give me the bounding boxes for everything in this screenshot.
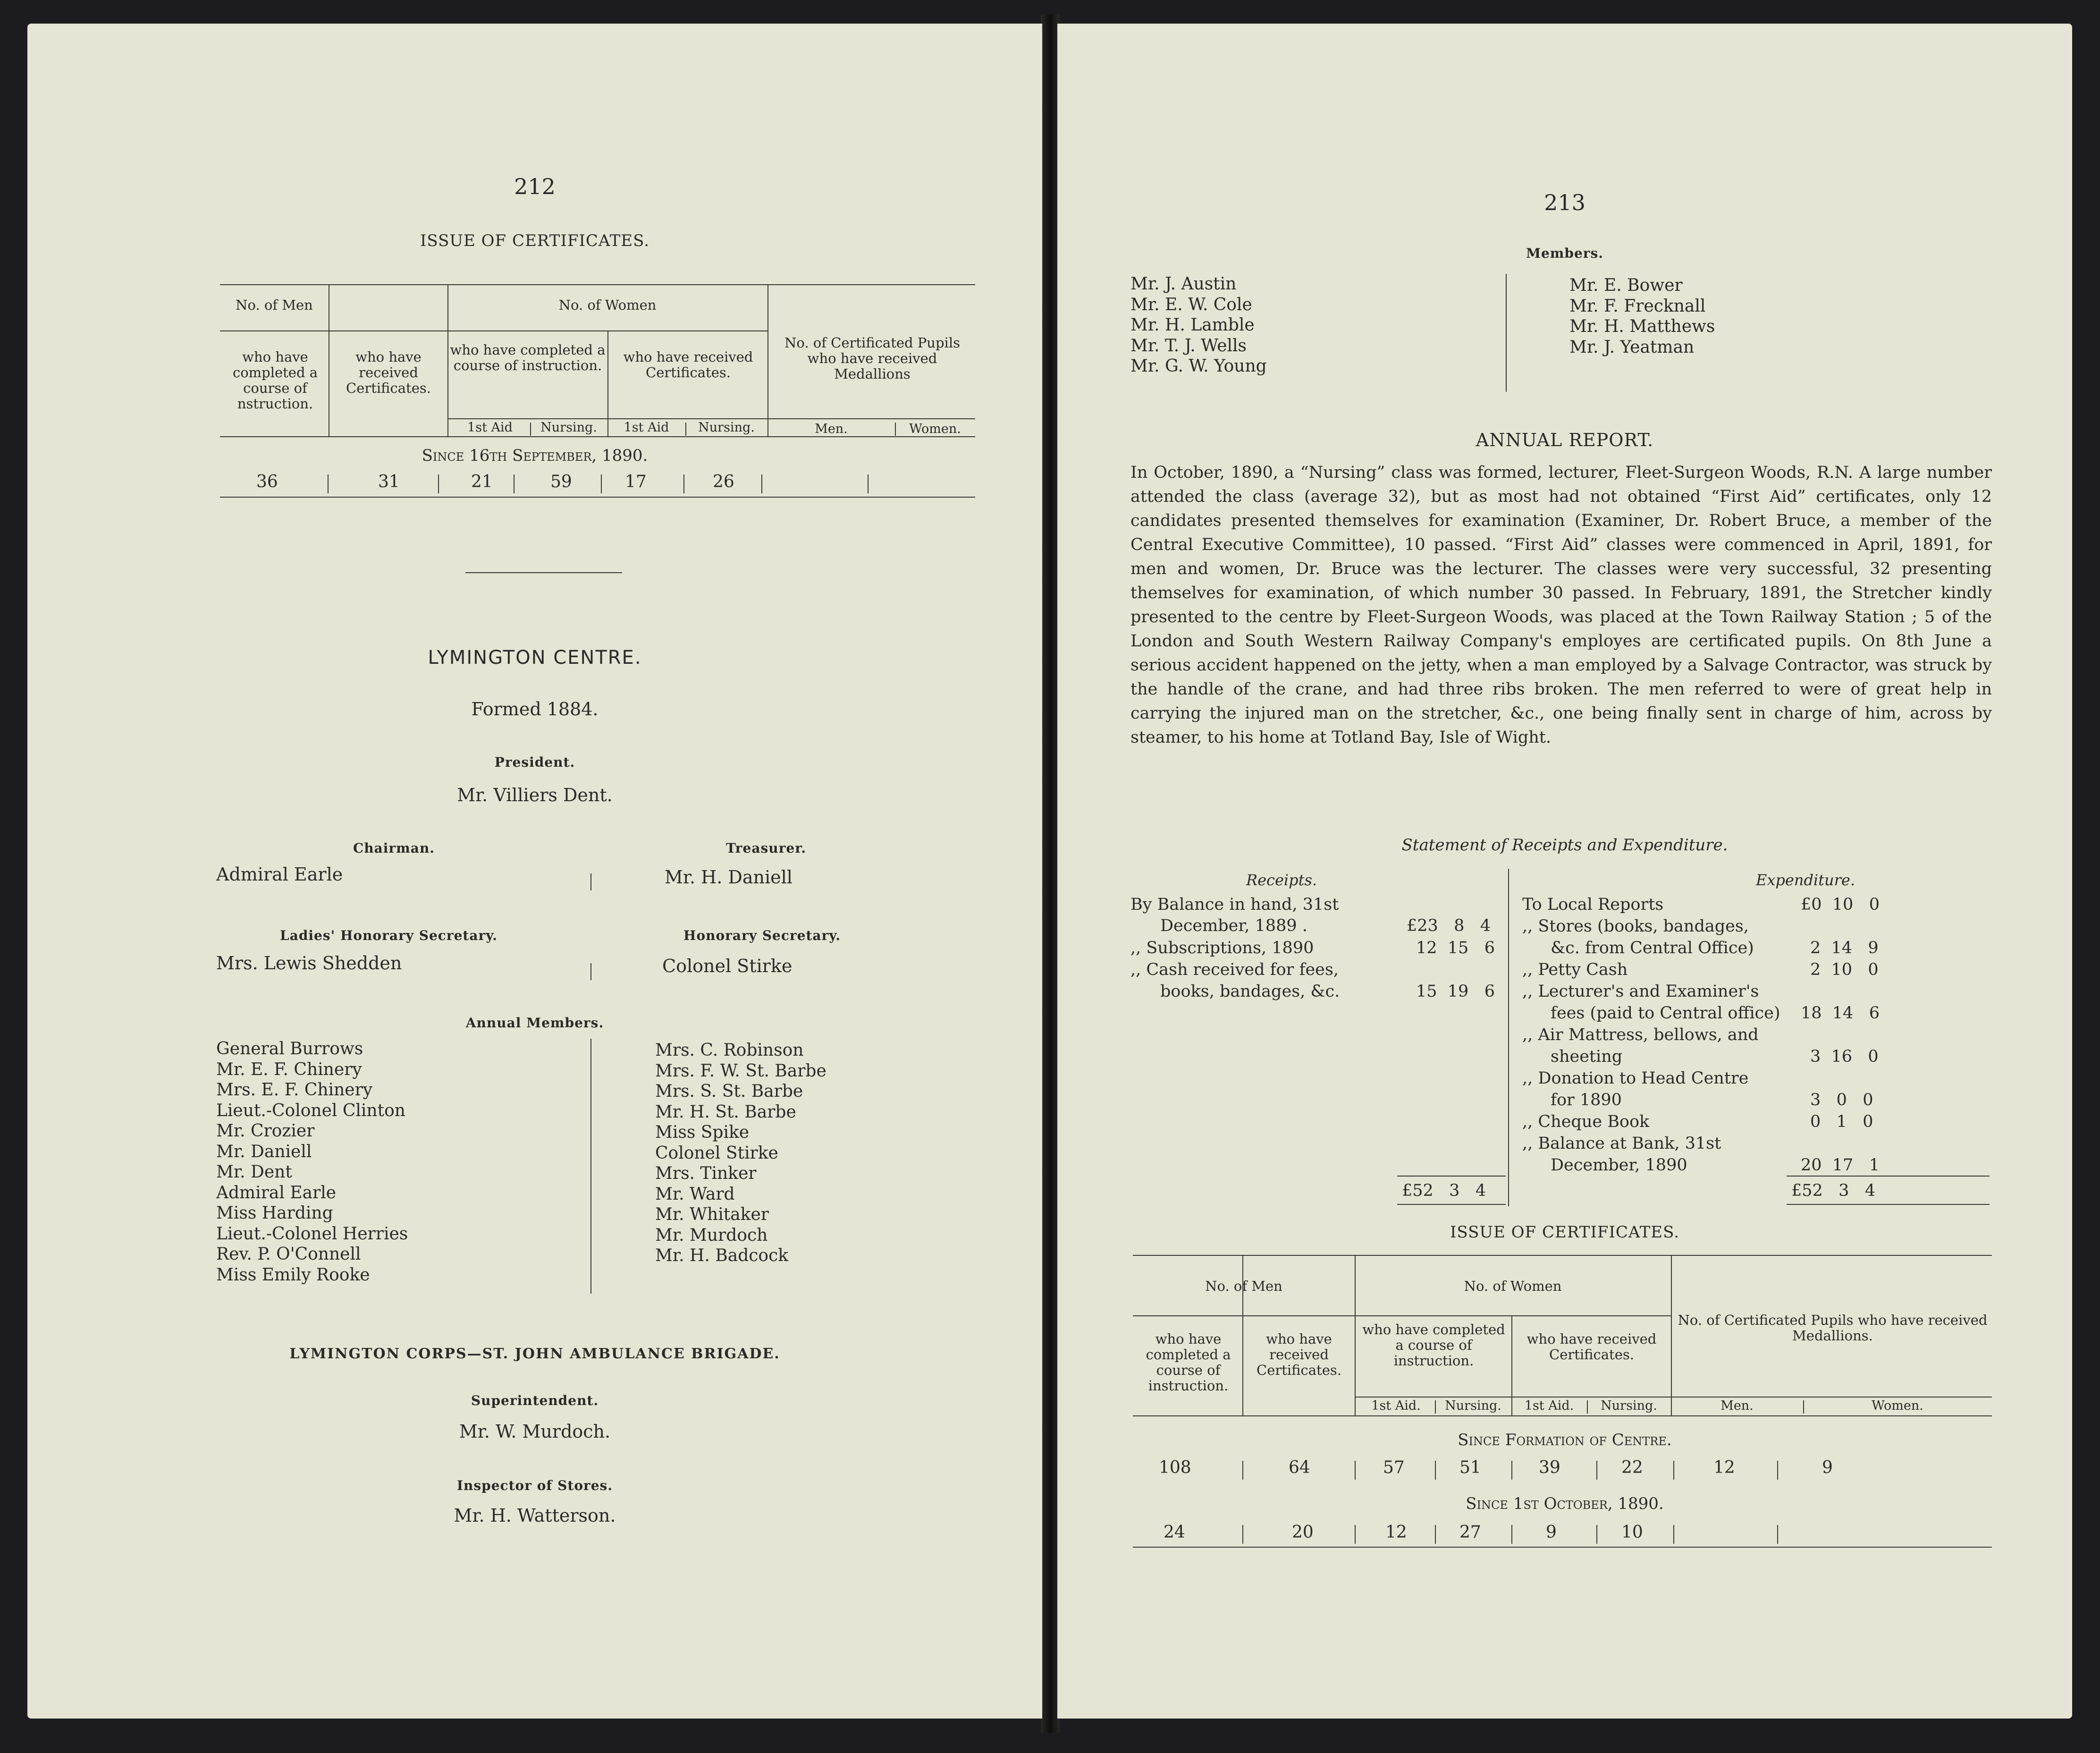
- value-men-completed: 36: [256, 472, 278, 491]
- treasurer-name: Mr. H. Daniell: [665, 867, 793, 888]
- sub-women: Women.: [1872, 1398, 1923, 1413]
- col-received-certificates: who have received Certificates.: [346, 349, 431, 396]
- receipts-label: Receipts.: [1246, 871, 1317, 889]
- list-item: Mrs. E. F. Chinery: [216, 1080, 373, 1100]
- treasurer-label: Treasurer.: [726, 840, 807, 856]
- sub-men: Men.: [815, 422, 848, 436]
- formation-men-completed: 108: [1159, 1458, 1191, 1477]
- annual-report-text: [1130, 461, 1992, 750]
- list-item: Mr. F. Frecknall: [1569, 296, 1706, 316]
- since-september-label: Since 16th September, 1890.: [422, 446, 648, 465]
- list-item: Mr. J. Austin: [1130, 274, 1237, 294]
- exp-stores: ,, Stores (books, bandages,: [1522, 917, 1749, 936]
- list-item: Lieut.-Colonel Herries: [216, 1224, 408, 1244]
- col-completed-course: who have completed a course of nstruction.: [232, 349, 318, 412]
- exp-lecturer: ,, Lecturer's and Examiner's: [1522, 982, 1759, 1001]
- list-item: Mr. E. F. Chinery: [216, 1059, 362, 1079]
- formed-date: Formed 1884.: [471, 699, 599, 720]
- men-header: No. of Men: [236, 297, 313, 313]
- exp-donation-cont: for 1890: [1551, 1091, 1622, 1109]
- page-number: 212: [514, 174, 556, 199]
- chairman-label: Chairman.: [353, 840, 435, 856]
- members-right-list: [1569, 275, 1715, 357]
- exp-donation: ,, Donation to Head Centre: [1522, 1069, 1749, 1088]
- annual-members-left-list: [216, 1039, 408, 1285]
- exp-balance-amount: 20 17 1: [1801, 1156, 1880, 1175]
- list-item: Miss Spike: [655, 1123, 750, 1142]
- exp-donation-amount: 3 0 0: [1810, 1091, 1873, 1109]
- men-header: No. of Men: [1205, 1278, 1282, 1294]
- exp-lecturer-cont: fees (paid to Central office): [1551, 1004, 1780, 1023]
- president-label: President.: [494, 754, 575, 770]
- sub-first-aid: 1st Aid.: [1371, 1398, 1421, 1413]
- sub-nursing-2: Nursing.: [1601, 1398, 1657, 1413]
- women-header: No. of Women: [558, 297, 657, 313]
- list-item: Mr. Crozier: [216, 1121, 315, 1141]
- section-divider: [465, 572, 622, 573]
- exp-local-reports: To Local Reports: [1522, 895, 1664, 914]
- receipt-balance: By Balance in hand, 31st: [1130, 895, 1339, 914]
- october-women-cert-nursing: 10: [1621, 1523, 1643, 1542]
- list-item: Mrs. C. Robinson: [655, 1041, 804, 1060]
- sub-first-aid-2: 1st Aid.: [1524, 1398, 1574, 1413]
- exp-balance-cont: December, 1890: [1551, 1156, 1687, 1175]
- list-item: Miss Emily Rooke: [216, 1265, 370, 1285]
- list-item: Miss Harding: [216, 1203, 333, 1223]
- list-item: Mr. H. St. Barbe: [655, 1102, 796, 1122]
- members-divider: [1506, 274, 1507, 392]
- value-women-cert-first-aid: 17: [625, 472, 647, 491]
- expenditure-total: £52 3 4: [1791, 1181, 1876, 1200]
- inspector-name: Mr. H. Watterson.: [454, 1505, 616, 1526]
- value-women-cert-nursing: 26: [713, 472, 734, 491]
- page-number: 213: [1544, 190, 1586, 215]
- col-women-completed: who have completed a course of instruction.: [1362, 1321, 1505, 1369]
- list-item: Colonel Stirke: [655, 1143, 778, 1163]
- exp-mattress-amount: 3 16 0: [1810, 1047, 1879, 1066]
- formation-women-cert-first-aid: 39: [1539, 1458, 1560, 1477]
- list-item: Mr. E. Bower: [1569, 276, 1683, 295]
- list-item: Mr. E. W. Cole: [1130, 295, 1252, 314]
- report-paragraph: In October, 1890, a “Nursing” class was formed, lecturer, Fleet-Surgeon Woods, R.N. A large number attended the class (average 32), but as most had not obtained “First Aid” certificates, only 12 candidates presented themselves for examination (Examiner, Dr. Robert Bruce, a member of the Central Executive Committee), 10 passed. “First Aid” classes were commenced in April, 1891, for men and women, Dr. Bruce was the lecturer. The classes were very successful, 32 presenting themselves for examination, of which number 30 passed. In February, 1891, the Stretcher kindly presented to the centre by Fleet-Surgeon Woods, was placed at the Town Railway Station ; 5 of the London and South Western Railway Company's employes are certificated pupils. On 8th June a serious accident happened on the jetty, when a man employed by a Salvage Contractor, was struck by the handle of the crane, and had three ribs broken. The men referred to were of great help in carrying the injured man on the stretcher, &c., one being finally sent in charge of him, across by steamer, to his home at Totland Bay, Isle of Wight.: [1130, 463, 1992, 747]
- receipt-balance-amount: £23 8 4: [1407, 916, 1491, 935]
- receipt-cash-cont: books, bandages, &c.: [1160, 982, 1340, 1001]
- receipt-balance-cont: December, 1889 .: [1160, 916, 1307, 935]
- exp-petty-cash-amount: 2 10 0: [1810, 960, 1879, 979]
- exp-lecturer-amount: 18 14 6: [1801, 1004, 1880, 1023]
- list-item: Mr. J. Yeatman: [1569, 337, 1695, 357]
- exp-petty-cash: ,, Petty Cash: [1522, 960, 1628, 979]
- president-name: Mr. Villiers Dent.: [457, 785, 613, 805]
- list-item: Mrs. Tinker: [655, 1164, 757, 1183]
- exp-cheque-book: ,, Cheque Book: [1522, 1112, 1650, 1131]
- annual-report-title: ANNUAL REPORT.: [1476, 430, 1654, 450]
- list-item: Mr. T. J. Wells: [1130, 336, 1247, 356]
- superintendent-label: Superintendent.: [471, 1393, 599, 1408]
- exp-balance: ,, Balance at Bank, 31st: [1522, 1134, 1721, 1153]
- october-women-first-aid: 12: [1385, 1523, 1407, 1542]
- list-item: General Burrows: [216, 1039, 363, 1059]
- centre-title: LYMINGTON CENTRE.: [428, 647, 642, 669]
- hon-secretary-label: Honorary Secretary.: [683, 928, 841, 943]
- receipt-cash: ,, Cash received for fees,: [1130, 960, 1339, 979]
- ladies-secretary-label: Ladies' Honorary Secretary.: [280, 928, 498, 943]
- exp-mattress-cont: sheeting: [1551, 1047, 1623, 1066]
- october-women-cert-first-aid: 9: [1546, 1523, 1557, 1542]
- exp-local-reports-amount: £0 10 0: [1801, 895, 1880, 914]
- col-medallions: No. of Certificated Pupils who have received Medallions.: [1678, 1312, 1988, 1344]
- list-item: Mr. G. W. Young: [1130, 356, 1267, 376]
- annual-members-label: Annual Members.: [465, 1015, 604, 1031]
- list-item: Mrs. F. W. St. Barbe: [655, 1061, 827, 1081]
- exp-stores-cont: &c. from Central Office): [1551, 939, 1754, 957]
- corps-title: LYMINGTON CORPS—ST. JOHN AMBULANCE BRIGADE.: [289, 1346, 780, 1362]
- receipt-subscriptions-amount: 12 15 6: [1416, 939, 1495, 957]
- list-item: Lieut.-Colonel Clinton: [216, 1101, 405, 1120]
- october-men-completed: 24: [1164, 1523, 1185, 1542]
- formation-women-nursing: 51: [1459, 1458, 1481, 1477]
- col-completed-course: who have completed a course of instruction.: [1146, 1331, 1231, 1394]
- sub-first-aid: 1st Aid: [467, 420, 513, 435]
- chairman-name: Admiral Earle: [216, 864, 343, 885]
- list-item: Admiral Earle: [216, 1183, 337, 1203]
- superintendent-name: Mr. W. Murdoch.: [459, 1421, 611, 1442]
- hon-secretary-name: Colonel Stirke: [662, 956, 793, 976]
- members-label: Members.: [1526, 246, 1604, 261]
- right-page: [1057, 24, 2072, 1719]
- formation-medal-women: 9: [1822, 1458, 1833, 1477]
- list-item: Rev. P. O'Connell: [216, 1245, 361, 1264]
- value-women-first-aid: 21: [471, 472, 493, 491]
- receipt-subscriptions: ,, Subscriptions, 1890: [1130, 939, 1314, 957]
- sub-nursing: Nursing.: [1445, 1398, 1501, 1413]
- list-item: Mr. H. Matthews: [1569, 317, 1715, 336]
- formation-medal-men: 12: [1713, 1458, 1735, 1477]
- members-divider: [590, 1039, 591, 1294]
- sub-nursing: Nursing.: [540, 420, 597, 435]
- list-item: Mr. H. Lamble: [1130, 315, 1255, 335]
- october-women-nursing: 27: [1459, 1523, 1481, 1542]
- list-item: Mr. Dent: [216, 1162, 292, 1182]
- list-item: Mr. Murdoch: [655, 1225, 768, 1245]
- sub-first-aid-2: 1st Aid: [624, 420, 669, 435]
- col-women-received: who have received Certificates.: [1527, 1331, 1657, 1363]
- receipts-total: £52 3 4: [1402, 1181, 1486, 1200]
- sub-men: Men.: [1720, 1398, 1754, 1413]
- expenditure-label: Expenditure.: [1756, 871, 1855, 889]
- value-men-received: 31: [378, 472, 400, 491]
- inspector-label: Inspector of Stores.: [456, 1478, 613, 1493]
- book-gutter: [1041, 14, 1060, 1733]
- list-item: Mrs. S. St. Barbe: [655, 1082, 803, 1101]
- exp-cheque-book-amount: 0 1 0: [1810, 1112, 1873, 1131]
- value-women-nursing: 59: [550, 472, 572, 491]
- sub-women: Women.: [909, 422, 961, 436]
- certificates-title: ISSUE OF CERTIFICATES.: [420, 231, 650, 250]
- list-item: Mr. Whitaker: [655, 1205, 769, 1224]
- since-october-label: Since 1st October, 1890.: [1466, 1494, 1664, 1513]
- formation-women-cert-nursing: 22: [1621, 1458, 1643, 1477]
- list-item: Mr. Ward: [655, 1184, 735, 1204]
- since-formation-label: Since Formation of Centre.: [1458, 1431, 1672, 1449]
- exp-mattress: ,, Air Mattress, bellows, and: [1522, 1025, 1759, 1044]
- statement-title: Statement of Receipts and Expenditure.: [1401, 836, 1728, 855]
- list-item: Mr. H. Badcock: [655, 1246, 789, 1265]
- women-header: No. of Women: [1464, 1278, 1562, 1294]
- left-page: [27, 24, 1042, 1719]
- october-men-received: 20: [1292, 1523, 1314, 1542]
- formation-women-first-aid: 57: [1383, 1458, 1405, 1477]
- col-women-received: who have received Certificates.: [623, 349, 753, 381]
- list-item: Mr. Daniell: [216, 1142, 312, 1161]
- exp-stores-amount: 2 14 9: [1810, 939, 1879, 957]
- col-medallions: No. of Certificated Pupils who have received Medallions: [784, 335, 960, 382]
- formation-men-received: 64: [1289, 1458, 1310, 1477]
- annual-members-right-list: [655, 1040, 827, 1266]
- receipt-cash-amount: 15 19 6: [1416, 982, 1495, 1001]
- certificates-title-2: ISSUE OF CERTIFICATES.: [1450, 1223, 1680, 1242]
- sub-nursing-2: Nursing.: [698, 420, 755, 435]
- col-women-completed: who have completed a course of instruction.: [450, 342, 606, 373]
- members-left-list: [1130, 274, 1267, 377]
- ladies-secretary-name: Mrs. Lewis Shedden: [216, 953, 402, 974]
- col-received-certificates: who have received Certificates.: [1257, 1331, 1341, 1378]
